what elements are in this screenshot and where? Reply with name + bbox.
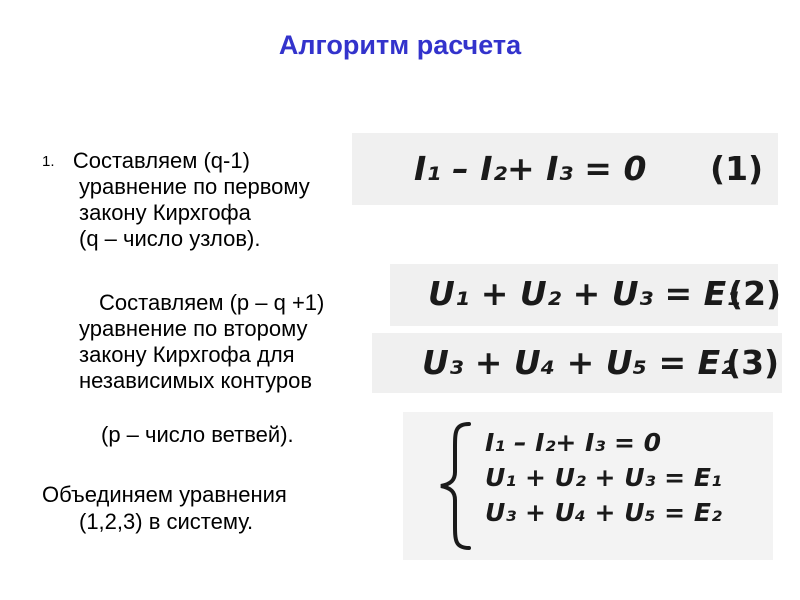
equation-system-image [403, 412, 773, 560]
equation-3-label: (3) [726, 343, 780, 382]
step-2-line-1: Составляем (р – q +1) [99, 290, 325, 315]
equation-2-label: (2) [728, 274, 782, 313]
step-1-text: Составляем (q-1) [72, 148, 250, 173]
equation-2-image [390, 264, 782, 326]
step-2-line-3: закону Кирхгофа для [79, 342, 295, 367]
step-2-line-4: независимых контуров [79, 368, 313, 393]
step-1-line-2: уравнение по первому [79, 174, 310, 199]
step-3-line-1: Объединяем уравнения [42, 482, 287, 507]
system-line-2: U₁ + U₂ + U₃ = E₁ [485, 463, 722, 492]
step-2-line-5: (р – число ветвей). [101, 422, 294, 447]
step-3-line-2: (1,2,3) в систему. [79, 509, 254, 534]
system-line-1: I₁ – I₂+ I₃ = 0 [485, 428, 662, 457]
step-number: 1. [42, 153, 55, 170]
curly-brace-icon [435, 420, 475, 552]
equation-3-image [372, 333, 782, 393]
step-1-line-1 [42, 148, 250, 175]
step-1-line-4: (q – число узлов). [79, 226, 261, 251]
step-1-line-3: закону Кирхгофа [79, 200, 251, 225]
equation-1: I₁ – I₂+ I₃ = 0 [414, 149, 647, 188]
equation-1-label: (1) [710, 149, 764, 188]
step-2-line-2: уравнение по второму [79, 316, 308, 341]
equation-3: U₃ + U₄ + U₅ = E₂ [422, 343, 735, 382]
equation-1-image [352, 133, 778, 205]
equation-2: U₁ + U₂ + U₃ = E₁ [428, 274, 741, 313]
page-title: Алгоритм расчета [278, 30, 522, 60]
system-line-3: U₃ + U₄ + U₅ = E₂ [485, 498, 722, 527]
